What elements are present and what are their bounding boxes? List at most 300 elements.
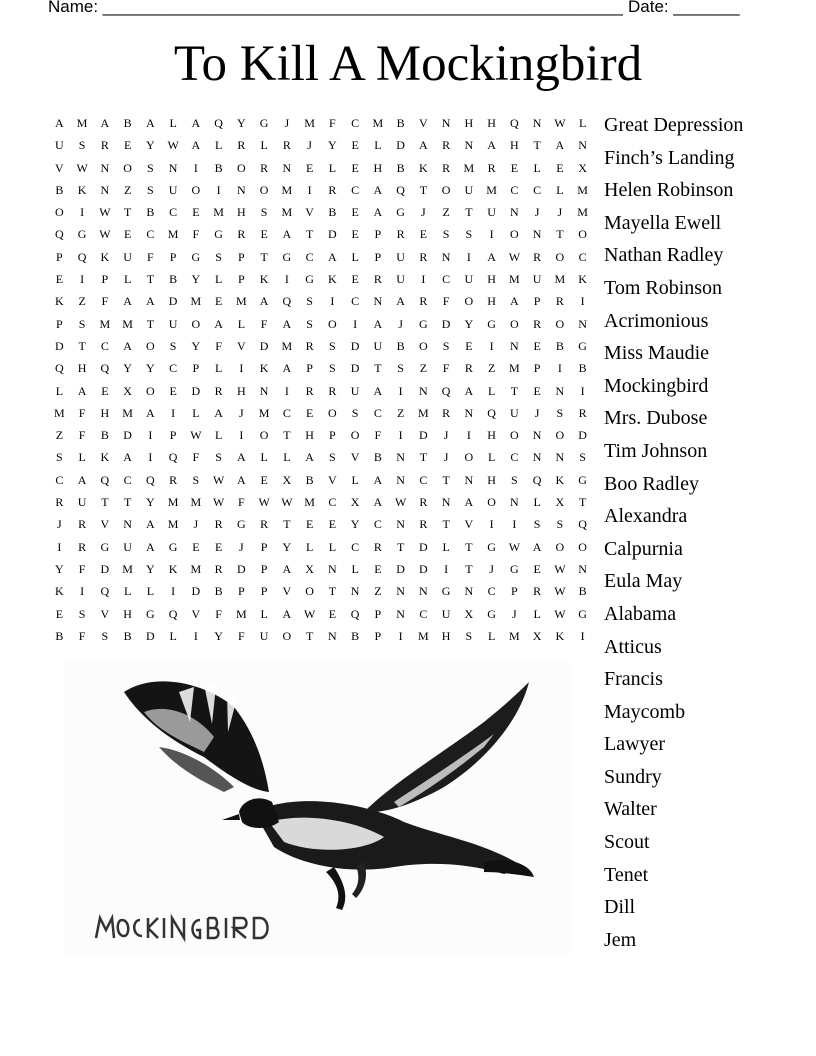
grid-letter[interactable]: C (442, 272, 451, 287)
grid-letter[interactable]: U (532, 272, 542, 287)
grid-letter[interactable]: T (510, 383, 519, 398)
grid-letter[interactable]: L (374, 138, 382, 153)
grid-letter[interactable]: V (305, 205, 314, 220)
grid-letter[interactable]: A (419, 138, 428, 153)
grid-letter[interactable]: N (441, 249, 451, 264)
grid-letter[interactable]: R (305, 338, 314, 353)
grid-letter[interactable]: P (169, 249, 177, 264)
grid-letter[interactable]: P (374, 249, 382, 264)
grid-letter[interactable]: Q (396, 182, 405, 197)
grid-letter[interactable]: N (328, 561, 337, 576)
grid-letter[interactable]: U (350, 383, 360, 398)
grid-letter[interactable]: K (100, 450, 110, 465)
grid-letter[interactable]: E (260, 472, 268, 487)
grid-letter[interactable]: O (510, 428, 519, 443)
grid-letter[interactable]: C (305, 249, 314, 264)
grid-letter[interactable]: T (260, 249, 268, 264)
grid-letter[interactable]: F (238, 628, 245, 643)
grid-letter[interactable]: M (463, 160, 475, 175)
grid-letter[interactable]: N (100, 160, 110, 175)
grid-letter[interactable]: Q (578, 517, 587, 532)
grid-letter[interactable]: T (374, 361, 382, 376)
grid-letter[interactable]: L (283, 450, 291, 465)
grid-letter[interactable]: A (77, 472, 87, 487)
grid-letter[interactable]: C (351, 294, 360, 309)
grid-letter[interactable]: T (146, 272, 155, 287)
grid-letter[interactable]: B (100, 428, 109, 443)
grid-letter[interactable]: J (557, 205, 563, 220)
grid-letter[interactable]: A (373, 182, 383, 197)
grid-letter[interactable]: L (169, 116, 177, 130)
grid-letter[interactable]: W (190, 428, 202, 443)
grid-letter[interactable]: S (78, 138, 86, 153)
grid-letter[interactable]: U (77, 495, 87, 510)
grid-letter[interactable]: Q (100, 472, 110, 487)
grid-letter[interactable]: D (328, 227, 337, 242)
grid-letter[interactable]: S (147, 182, 154, 197)
grid-letter[interactable]: W (554, 606, 566, 621)
grid-letter[interactable]: Q (55, 227, 64, 242)
grid-letter[interactable]: E (351, 227, 359, 242)
grid-letter[interactable]: N (123, 517, 132, 532)
name-field-label[interactable]: Name: _______________________________________________________ (48, 0, 623, 16)
grid-letter[interactable]: D (123, 428, 132, 443)
grid-letter[interactable]: X (305, 561, 314, 576)
grid-letter[interactable]: E (192, 205, 200, 220)
grid-letter[interactable]: A (282, 316, 292, 331)
grid-letter[interactable]: P (238, 272, 245, 287)
grid-letter[interactable]: J (443, 428, 449, 443)
grid-letter[interactable]: I (557, 361, 562, 376)
grid-letter[interactable]: N (282, 160, 292, 175)
grid-letter[interactable]: G (578, 338, 587, 353)
grid-letter[interactable]: L (487, 450, 496, 465)
grid-letter[interactable]: F (215, 338, 222, 353)
grid-letter[interactable]: Y (191, 272, 201, 287)
grid-letter[interactable]: Y (464, 316, 474, 331)
grid-letter[interactable]: T (465, 561, 473, 576)
grid-letter[interactable]: Z (442, 205, 450, 220)
grid-letter[interactable]: Z (123, 182, 132, 197)
grid-letter[interactable]: G (214, 227, 223, 242)
grid-letter[interactable]: N (419, 584, 428, 599)
grid-letter[interactable]: G (146, 606, 155, 621)
grid-letter[interactable]: H (237, 205, 246, 220)
grid-letter[interactable]: L (305, 539, 314, 554)
grid-letter[interactable]: R (214, 561, 223, 576)
grid-letter[interactable]: F (78, 561, 86, 576)
grid-letter[interactable]: R (373, 539, 382, 554)
grid-letter[interactable]: A (373, 472, 383, 487)
grid-letter[interactable]: K (168, 561, 178, 576)
grid-letter[interactable]: P (374, 628, 382, 643)
grid-letter[interactable]: G (100, 539, 110, 554)
grid-letter[interactable]: T (78, 338, 86, 353)
grid-letter[interactable]: B (214, 160, 223, 175)
grid-letter[interactable]: G (487, 539, 496, 554)
grid-letter[interactable]: L (351, 472, 359, 487)
grid-letter[interactable]: E (192, 539, 200, 554)
grid-letter[interactable]: S (556, 405, 564, 420)
grid-letter[interactable]: E (374, 561, 382, 576)
grid-letter[interactable]: S (556, 517, 564, 532)
grid-letter[interactable]: A (100, 116, 110, 130)
grid-letter[interactable]: E (305, 160, 314, 175)
grid-letter[interactable]: P (56, 249, 63, 264)
grid-letter[interactable]: J (57, 517, 62, 532)
grid-letter[interactable]: I (148, 450, 153, 465)
grid-letter[interactable]: I (512, 517, 517, 532)
grid-letter[interactable]: B (55, 182, 64, 197)
grid-letter[interactable]: V (464, 517, 474, 532)
grid-letter[interactable]: A (191, 116, 201, 130)
grid-letter[interactable]: M (258, 405, 270, 420)
grid-letter[interactable]: V (328, 472, 337, 487)
grid-letter[interactable]: K (100, 249, 110, 264)
grid-letter[interactable]: V (55, 160, 64, 175)
grid-letter[interactable]: G (396, 205, 405, 220)
grid-letter[interactable]: R (282, 138, 291, 153)
grid-letter[interactable]: I (284, 272, 289, 287)
grid-letter[interactable]: S (329, 338, 336, 353)
grid-letter[interactable]: I (489, 227, 494, 242)
grid-letter[interactable]: I (193, 160, 198, 175)
grid-letter[interactable]: M (281, 338, 293, 353)
grid-letter[interactable]: O (464, 450, 474, 465)
grid-letter[interactable]: E (510, 160, 519, 175)
grid-letter[interactable]: A (464, 383, 474, 398)
grid-letter[interactable]: A (191, 138, 201, 153)
grid-letter[interactable]: X (532, 628, 542, 643)
grid-letter[interactable]: N (328, 628, 337, 643)
grid-letter[interactable]: E (123, 227, 132, 242)
grid-letter[interactable]: N (259, 383, 269, 398)
grid-letter[interactable]: M (167, 495, 179, 510)
grid-letter[interactable]: O (237, 160, 246, 175)
grid-letter[interactable]: S (465, 227, 473, 242)
grid-letter[interactable]: I (239, 361, 244, 376)
grid-letter[interactable]: A (373, 495, 383, 510)
grid-letter[interactable]: H (487, 472, 496, 487)
grid-letter[interactable]: I (580, 294, 585, 309)
grid-letter[interactable]: L (351, 249, 359, 264)
grid-letter[interactable]: U (55, 138, 64, 153)
grid-letter[interactable]: P (238, 584, 245, 599)
grid-letter[interactable]: S (260, 205, 268, 220)
grid-letter[interactable]: M (554, 272, 566, 287)
grid-letter[interactable]: R (419, 294, 428, 309)
grid-letter[interactable]: D (350, 361, 360, 376)
grid-letter[interactable]: R (396, 227, 405, 242)
grid-letter[interactable]: E (351, 138, 359, 153)
grid-letter[interactable]: H (487, 428, 496, 443)
grid-letter[interactable]: R (260, 517, 269, 532)
grid-letter[interactable]: O (305, 584, 314, 599)
grid-letter[interactable]: J (239, 405, 244, 420)
grid-letter[interactable]: I (398, 628, 403, 643)
grid-letter[interactable]: R (100, 138, 109, 153)
grid-letter[interactable]: H (510, 138, 519, 153)
grid-letter[interactable]: K (328, 272, 337, 287)
grid-letter[interactable]: U (123, 249, 132, 264)
grid-letter[interactable]: M (167, 517, 179, 532)
grid-letter[interactable]: E (214, 539, 223, 554)
grid-letter[interactable]: R (487, 160, 496, 175)
grid-letter[interactable]: U (168, 182, 178, 197)
grid-letter[interactable]: T (419, 450, 428, 465)
grid-letter[interactable]: W (394, 495, 407, 510)
grid-letter[interactable]: F (101, 294, 109, 309)
grid-letter[interactable]: G (578, 472, 587, 487)
grid-letter[interactable]: A (77, 383, 87, 398)
grid-letter[interactable]: P (533, 361, 541, 376)
grid-letter[interactable]: D (396, 138, 405, 153)
grid-letter[interactable]: A (510, 294, 519, 309)
grid-letter[interactable]: Q (350, 606, 360, 621)
grid-letter[interactable]: B (146, 205, 155, 220)
grid-letter[interactable]: Y (282, 539, 292, 554)
grid-letter[interactable]: C (169, 205, 178, 220)
grid-letter[interactable]: D (55, 338, 64, 353)
grid-letter[interactable]: P (306, 361, 313, 376)
grid-letter[interactable]: C (487, 584, 496, 599)
grid-letter[interactable]: C (55, 472, 64, 487)
grid-letter[interactable]: N (464, 584, 474, 599)
grid-letter[interactable]: E (465, 338, 473, 353)
grid-letter[interactable]: A (123, 338, 132, 353)
grid-letter[interactable]: U (464, 182, 474, 197)
grid-letter[interactable]: F (78, 405, 86, 420)
grid-letter[interactable]: W (554, 561, 566, 576)
grid-letter[interactable]: M (236, 606, 247, 621)
grid-letter[interactable]: R (419, 495, 428, 510)
grid-letter[interactable]: P (169, 428, 177, 443)
grid-letter[interactable]: Q (55, 361, 64, 376)
grid-letter[interactable]: C (146, 227, 155, 242)
grid-letter[interactable]: L (237, 316, 246, 331)
grid-letter[interactable]: T (556, 227, 564, 242)
grid-letter[interactable]: M (54, 405, 65, 420)
grid-letter[interactable]: Q (168, 606, 178, 621)
grid-letter[interactable]: B (169, 272, 178, 287)
grid-letter[interactable]: E (351, 272, 359, 287)
grid-letter[interactable]: E (328, 606, 337, 621)
grid-letter[interactable]: N (578, 561, 587, 576)
grid-letter[interactable]: A (123, 450, 132, 465)
grid-letter[interactable]: C (351, 539, 360, 554)
grid-letter[interactable]: C (282, 405, 291, 420)
grid-letter[interactable]: Q (100, 361, 110, 376)
grid-letter[interactable]: R (214, 517, 223, 532)
grid-letter[interactable]: J (421, 205, 426, 220)
grid-letter[interactable]: A (328, 249, 337, 264)
grid-letter[interactable]: X (350, 495, 360, 510)
grid-letter[interactable]: A (146, 116, 155, 130)
grid-letter[interactable]: Y (350, 517, 360, 532)
grid-letter[interactable]: T (146, 316, 155, 331)
grid-letter[interactable]: Y (237, 116, 246, 130)
grid-letter[interactable]: A (146, 539, 155, 554)
grid-letter[interactable]: T (442, 517, 450, 532)
grid-letter[interactable]: R (305, 383, 314, 398)
grid-letter[interactable]: G (282, 249, 292, 264)
grid-letter[interactable]: T (123, 205, 132, 220)
grid-letter[interactable]: D (100, 561, 110, 576)
grid-letter[interactable]: N (350, 584, 360, 599)
grid-letter[interactable]: L (192, 405, 200, 420)
grid-letter[interactable]: E (214, 294, 223, 309)
grid-letter[interactable]: A (146, 517, 155, 532)
grid-letter[interactable]: O (191, 182, 201, 197)
grid-letter[interactable]: V (237, 338, 246, 353)
grid-letter[interactable]: J (489, 561, 494, 576)
grid-letter[interactable]: P (56, 316, 63, 331)
grid-letter[interactable]: E (123, 138, 132, 153)
grid-letter[interactable]: D (419, 539, 428, 554)
date-field-label[interactable]: Date: _______ (628, 0, 740, 16)
grid-letter[interactable]: L (214, 272, 223, 287)
grid-letter[interactable]: N (464, 405, 474, 420)
grid-letter[interactable]: A (373, 383, 383, 398)
grid-letter[interactable]: E (55, 272, 64, 287)
grid-letter[interactable]: N (100, 182, 110, 197)
grid-letter[interactable]: T (305, 227, 314, 242)
grid-letter[interactable]: A (123, 294, 132, 309)
grid-letter[interactable]: Q (532, 472, 542, 487)
grid-letter[interactable]: G (191, 249, 201, 264)
grid-letter[interactable]: S (169, 338, 177, 353)
grid-letter[interactable]: K (578, 272, 587, 287)
grid-letter[interactable]: U (441, 606, 451, 621)
grid-letter[interactable]: E (169, 383, 177, 398)
grid-letter[interactable]: J (284, 116, 290, 130)
grid-letter[interactable]: L (487, 628, 496, 643)
grid-letter[interactable]: W (99, 227, 111, 242)
grid-letter[interactable]: N (396, 450, 405, 465)
grid-letter[interactable]: N (464, 472, 474, 487)
grid-letter[interactable]: T (465, 205, 473, 220)
grid-letter[interactable]: P (374, 227, 382, 242)
grid-letter[interactable]: S (579, 450, 586, 465)
grid-letter[interactable]: G (487, 316, 496, 331)
grid-letter[interactable]: G (259, 116, 269, 130)
grid-letter[interactable]: H (487, 116, 496, 130)
grid-letter[interactable]: R (533, 249, 542, 264)
grid-letter[interactable]: A (396, 294, 405, 309)
grid-letter[interactable]: L (533, 160, 541, 175)
grid-letter[interactable]: N (168, 160, 178, 175)
grid-letter[interactable]: V (100, 517, 110, 532)
grid-letter[interactable]: T (328, 584, 337, 599)
grid-letter[interactable]: Z (55, 428, 64, 443)
grid-letter[interactable]: N (532, 116, 542, 130)
grid-letter[interactable]: H (487, 272, 496, 287)
grid-letter[interactable]: U (168, 316, 178, 331)
grid-letter[interactable]: A (464, 495, 474, 510)
grid-letter[interactable]: C (419, 606, 428, 621)
grid-letter[interactable]: I (80, 584, 85, 599)
grid-letter[interactable]: A (214, 316, 223, 331)
grid-letter[interactable]: W (258, 495, 270, 510)
grid-letter[interactable]: W (212, 495, 225, 510)
grid-letter[interactable]: D (396, 561, 405, 576)
grid-letter[interactable]: R (169, 472, 178, 487)
grid-letter[interactable]: Y (146, 495, 155, 510)
grid-letter[interactable]: E (419, 227, 428, 242)
grid-letter[interactable]: J (534, 205, 540, 220)
grid-letter[interactable]: H (123, 606, 132, 621)
grid-letter[interactable]: D (191, 584, 201, 599)
grid-letter[interactable]: O (259, 428, 269, 443)
grid-letter[interactable]: H (305, 428, 314, 443)
grid-letter[interactable]: T (533, 138, 541, 153)
grid-letter[interactable]: E (533, 383, 541, 398)
grid-letter[interactable]: A (555, 138, 565, 153)
grid-letter[interactable]: H (441, 628, 451, 643)
grid-letter[interactable]: Y (146, 561, 155, 576)
grid-letter[interactable]: Q (487, 405, 496, 420)
grid-letter[interactable]: L (328, 539, 337, 554)
grid-letter[interactable]: L (169, 628, 177, 643)
grid-letter[interactable]: X (123, 383, 132, 398)
grid-letter[interactable]: B (214, 584, 223, 599)
grid-letter[interactable]: I (466, 249, 471, 264)
grid-letter[interactable]: I (284, 383, 289, 398)
grid-letter[interactable]: N (373, 294, 383, 309)
grid-letter[interactable]: I (444, 561, 449, 576)
grid-letter[interactable]: U (396, 249, 405, 264)
grid-letter[interactable]: P (374, 606, 382, 621)
grid-letter[interactable]: L (556, 182, 564, 197)
grid-letter[interactable]: N (510, 205, 519, 220)
grid-letter[interactable]: C (510, 450, 519, 465)
grid-letter[interactable]: I (307, 182, 312, 197)
grid-letter[interactable]: M (486, 182, 497, 197)
grid-letter[interactable]: R (237, 138, 246, 153)
grid-letter[interactable]: F (78, 628, 86, 643)
grid-letter[interactable]: M (509, 272, 520, 287)
grid-letter[interactable]: D (146, 628, 155, 643)
grid-letter[interactable]: N (532, 227, 542, 242)
grid-letter[interactable]: O (282, 628, 292, 643)
grid-letter[interactable]: J (443, 450, 449, 465)
grid-letter[interactable]: N (237, 182, 246, 197)
grid-letter[interactable]: E (351, 160, 359, 175)
grid-letter[interactable]: I (398, 428, 403, 443)
grid-letter[interactable]: Z (419, 361, 428, 376)
grid-letter[interactable]: L (533, 606, 541, 621)
grid-letter[interactable]: N (396, 472, 405, 487)
grid-letter[interactable]: T (442, 472, 450, 487)
grid-letter[interactable]: O (259, 182, 269, 197)
grid-letter[interactable]: S (78, 316, 86, 331)
grid-letter[interactable]: I (80, 205, 85, 220)
grid-letter[interactable]: M (213, 205, 224, 220)
grid-letter[interactable]: L (55, 383, 64, 398)
grid-letter[interactable]: A (532, 539, 542, 554)
grid-letter[interactable]: R (78, 517, 87, 532)
grid-letter[interactable]: A (214, 405, 223, 420)
grid-letter[interactable]: N (396, 584, 405, 599)
grid-letter[interactable]: B (328, 205, 337, 220)
grid-letter[interactable]: O (350, 428, 360, 443)
grid-letter[interactable]: T (396, 539, 405, 554)
grid-letter[interactable]: I (193, 628, 198, 643)
grid-letter[interactable]: N (396, 606, 405, 621)
grid-letter[interactable]: L (351, 561, 359, 576)
grid-letter[interactable]: A (373, 316, 383, 331)
grid-letter[interactable]: S (101, 628, 109, 643)
